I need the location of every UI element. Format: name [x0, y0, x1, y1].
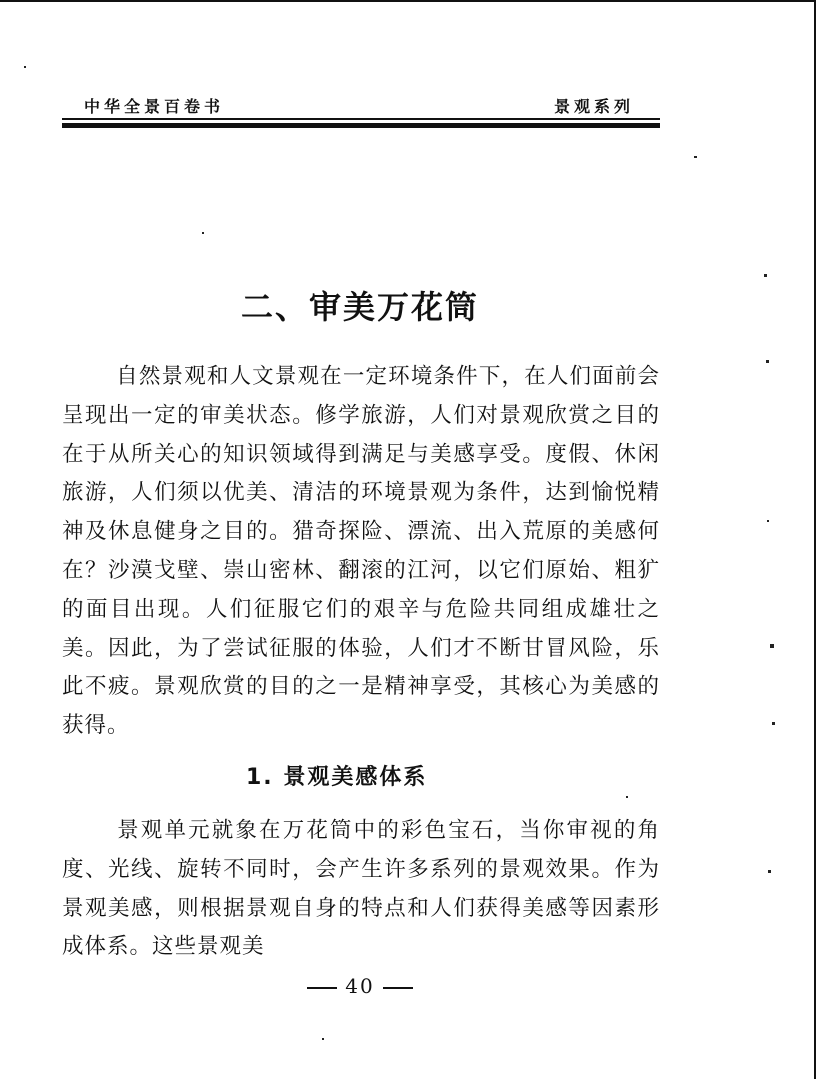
body-paragraph — [62, 812, 660, 967]
header-rule-thick — [62, 123, 660, 128]
page-footer — [0, 974, 720, 998]
paragraph-text: 景观单元就象在万花筒中的彩色宝石，当你审视的角度、光线、旋转不同时，会产生许多系列的景观效果。作为景观美感，则根据景观自身的特点和人们获得美感等因素形成体系。这些景观美 — [62, 818, 660, 960]
scan-speck — [694, 156, 697, 158]
scan-speck — [770, 644, 774, 648]
footer-dash-left — [307, 987, 337, 989]
scan-speck — [768, 870, 771, 873]
top-border-line — [0, 0, 816, 2]
series-title: 中华全景百卷书 — [84, 97, 225, 116]
scan-speck — [772, 722, 775, 725]
scan-speck — [24, 66, 26, 68]
scan-speck — [767, 520, 769, 522]
body-paragraph — [62, 358, 660, 746]
section-title: 二、审美万花筒 — [240, 288, 479, 326]
footer-dash-right — [383, 987, 413, 989]
scan-speck — [202, 232, 204, 234]
scan-speck — [322, 1038, 324, 1040]
scan-speck — [626, 796, 628, 798]
paragraph-text: 自然景观和人文景观在一定环境条件下，在人们面前会呈现出一定的审美状态。修学旅游，人们对景观欣赏之目的在于从所关心的知识领域得到满足与美感享受。度假、休闲旅游，人们须以优美、清洁的环境景观为条件，达到愉悦精神及休息健身之目的。猎奇探险、漂流、出入荒原的美感何在？沙漠戈壁、崇山密林、翻滚的江河，以它们原始、粗犷的面目出现。人们征服它们的艰辛与危险共同组成雄壮之美。因此，为了尝试征服的体验，人们才不断甘冒风险，乐此不疲。景观欣赏的目的之一是精神享受，其核心为美感的获得。 — [62, 364, 660, 739]
running-header — [62, 92, 660, 118]
header-rule-thin — [62, 118, 660, 120]
subsection-heading: 1. 景观美感体系 — [246, 765, 428, 790]
category-label: 景观系列 — [553, 97, 634, 116]
scan-speck — [764, 274, 767, 277]
scan-speck — [766, 360, 769, 363]
page-number: 40 — [345, 974, 375, 998]
